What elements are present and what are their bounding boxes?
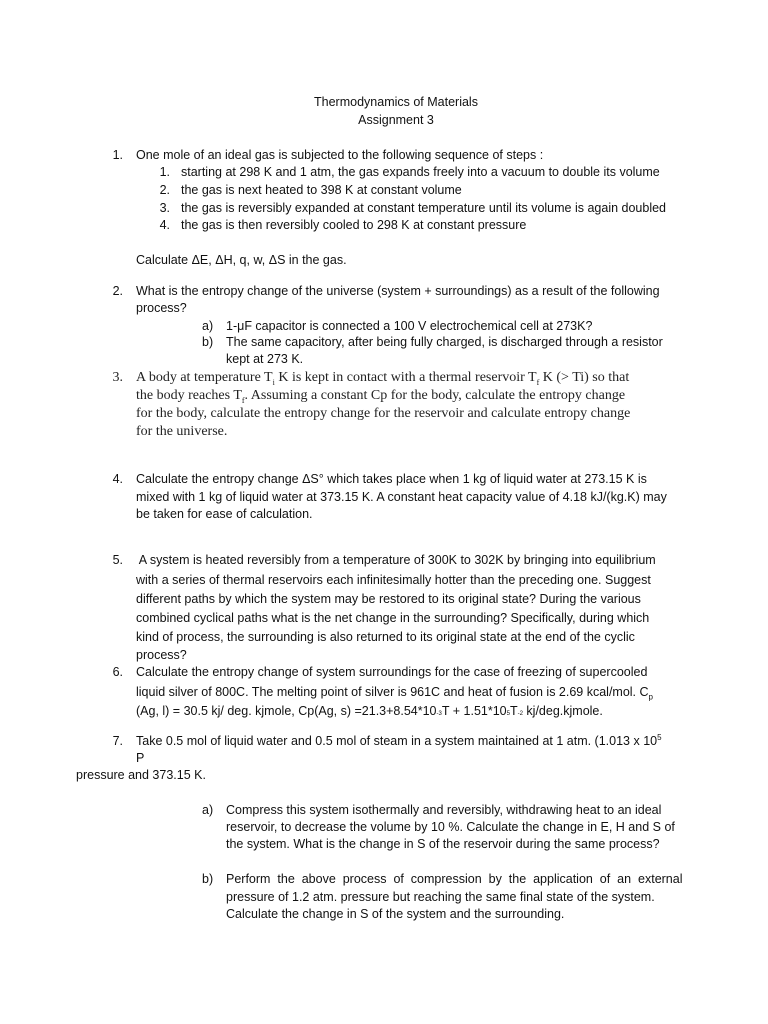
q6-line: liquid silver of 800C. The melting point of silver is 961C and heat of fusion is 2.69 kcal/mol. $C_p$: [136, 685, 653, 702]
q1-step-number: 3.: [159, 201, 170, 215]
q1-step-text: the gas is next heated to 398 K at constant volume: [181, 183, 462, 197]
q5-line: process?: [136, 648, 187, 662]
q4-line: Calculate the entropy change ΔS° which takes place when 1 kg of liquid water at 273.15 K is: [136, 472, 647, 486]
q7-b-text: Calculate the change in S of the system and the surrounding.: [226, 907, 565, 921]
q2-b-label: b): [202, 335, 214, 349]
q5-line: A system is heated reversibly from a temperature of 300K to 302K by bringing into equilibrium: [136, 553, 656, 567]
course-title: Thermodynamics of Materials: [314, 95, 478, 109]
q7-a-label: a): [202, 803, 214, 817]
q3-line: A body at temperature $T_i$ K is kept in contact with a thermal reservoir $T_f$ K (> Ti) so that: [136, 370, 630, 387]
q7-line: P: [136, 751, 145, 765]
q2-a-text: 1-μF capacitor is connected a 100 V electrochemical cell at 273K?: [226, 319, 593, 333]
q7-a-text: Compress this system isothermally and reversibly, withdrawing heat to an ideal: [226, 803, 662, 817]
q1-step-number: 2.: [159, 183, 170, 197]
q1-step-text: the gas is then reversibly cooled to 298 K at constant pressure: [181, 218, 527, 232]
q7-line: pressure and 373.15 K.: [76, 768, 206, 782]
q6-number: 6.: [112, 665, 123, 679]
q7-line: Take 0.5 mol of liquid water and 0.5 mol of steam in a system maintained at 1 atm. (1.013 x $10^5$: [136, 732, 662, 748]
q6-line: (Ag, l) = 30.5 kj/ deg. kjmole, Cp(Ag, s) =21.3+8.54*10-3T + 1.51*105T-2 kj/deg.kjmole.: [136, 704, 603, 718]
q5-line: kind of process, the surrounding is also returned to its original state at the end of the cyclic: [136, 630, 635, 644]
q2-line: What is the entropy change of the universe (system + surroundings) as a result of the following: [136, 284, 660, 298]
q3-line: for the body, calculate the entropy change for the reservoir and calculate entropy change: [136, 406, 631, 421]
q1-number: 1.: [112, 148, 123, 162]
q4-number: 4.: [112, 472, 123, 486]
q7-b-label: b): [202, 872, 214, 886]
q1-step-number: 1.: [159, 165, 170, 179]
q5-line: different paths by which the system may be restored to its original state? During the various: [136, 592, 641, 606]
q7-b-text: pressure of 1.2 atm. pressure but reaching the same final state of the system.: [226, 890, 655, 904]
q7-b-text: Perform the above process of compression by the application of an external: [226, 872, 683, 886]
q3-line: the body reaches $T_f$. Assuming a constant Cp for the body, calculate the entropy change: [136, 388, 626, 405]
q2-a-label: a): [202, 319, 214, 333]
q1-step-number: 4.: [159, 218, 170, 232]
q7-a-text: the system. What is the change in S of the reservoir during the same process?: [226, 837, 660, 851]
q5-number: 5.: [112, 553, 123, 567]
q1-step-text: the gas is reversibly expanded at constant temperature until its volume is again doubled: [181, 201, 667, 215]
q2-b-text: kept at 273 K.: [226, 352, 304, 366]
q4-line: mixed with 1 kg of liquid water at 373.15 K. A constant heat capacity value of 4.18 kJ/(kg.K) may: [136, 490, 667, 504]
q7-number: 7.: [112, 734, 123, 748]
q2-b-text: The same capacitory, after being fully charged, is discharged through a resistor: [226, 335, 663, 349]
q2-line: process?: [136, 301, 187, 315]
assignment-title: Assignment 3: [358, 113, 434, 127]
q1-step-text: starting at 298 K and 1 atm, the gas expands freely into a vacuum to double its volume: [181, 165, 660, 179]
q3-number: 3.: [112, 370, 123, 385]
q5-line: with a series of thermal reservoirs each infinitesimally hotter than the preceding one. Suggest: [136, 573, 651, 587]
q2-number: 2.: [112, 284, 123, 298]
q1-calculate: Calculate ΔE, ΔH, q, w, ΔS in the gas.: [136, 253, 347, 267]
q6-line: Calculate the entropy change of system surroundings for the case of freezing of supercooled: [136, 665, 648, 679]
q4-line: be taken for ease of calculation.: [136, 507, 313, 521]
q5-line: combined cyclical paths what is the net change in the surrounding? Specifically, during which: [136, 611, 650, 625]
q3-line: for the universe.: [136, 424, 228, 439]
q7-a-text: reservoir, to decrease the volume by 10 %. Calculate the change in E, H and S of: [226, 820, 675, 834]
q1-intro: One mole of an ideal gas is subjected to the following sequence of steps :: [136, 148, 544, 162]
